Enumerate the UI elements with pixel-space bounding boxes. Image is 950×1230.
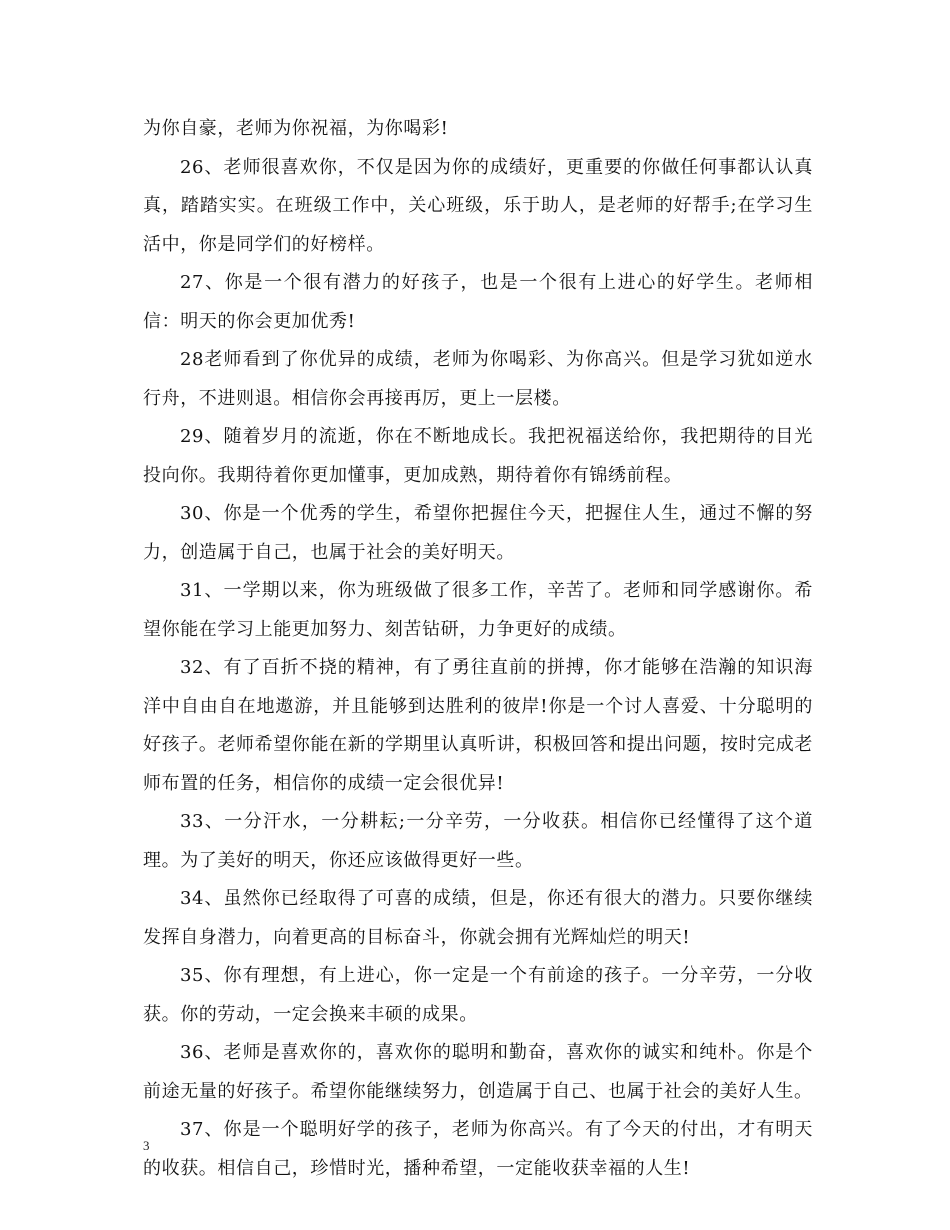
paragraph-continuation: 为你自豪，老师为你祝福，为你喝彩! <box>143 118 449 139</box>
paragraph-26: 26、老师很喜欢你，不仅是因为你的成绩好，更重要的你做任何事都认认真真，踏踏实实。在班级工作中，关心班级，乐于助人，是老师的好帮手;在学习生活中，你是同学们的好榜样。 <box>143 156 813 255</box>
document-body <box>143 110 813 1188</box>
paragraph-37: 37、你是一个聪明好学的孩子，老师为你高兴。有了今天的付出，才有明天的收获。相信自己，珍惜时光，播种希望，一定能收获幸福的人生! <box>143 1119 813 1179</box>
paragraph-27: 27、你是一个很有潜力的好孩子，也是一个很有上进心的好学生。老师相信：明天的你会更加优秀! <box>143 272 813 332</box>
paragraph-31: 31、一学期以来，你为班级做了很多工作，辛苦了。老师和同学感谢你。希望你能在学习上能更加努力、刻苦钻研，力争更好的成绩。 <box>143 580 813 640</box>
paragraph-32: 32、有了百折不挠的精神，有了勇往直前的拼搏，你才能够在浩瀚的知识海洋中自由自在地遨游，并且能够到达胜利的彼岸!你是一个讨人喜爱、十分聪明的好孩子。老师希望你能在新的学期里认真听讲，积极回答和提出问题，按时完成老师布置的任务，相信你的成绩一定会很优异! <box>143 657 813 794</box>
paragraph-30: 30、你是一个优秀的学生，希望你把握住今天，把握住人生，通过不懈的努力，创造属于自己，也属于社会的美好明天。 <box>143 503 813 563</box>
page-number: 3 <box>143 1138 150 1153</box>
paragraph-29: 29、随着岁月的流逝，你在不断地成长。我把祝福送给你，我把期待的目光投向你。我期待着你更加懂事，更加成熟，期待着你有锦绣前程。 <box>143 426 813 486</box>
paragraph-36: 36、老师是喜欢你的，喜欢你的聪明和勤奋，喜欢你的诚实和纯朴。你是个前途无量的好孩子。希望你能继续努力，创造属于自己、也属于社会的美好人生。 <box>143 1042 813 1102</box>
paragraph-34: 34、虽然你已经取得了可喜的成绩，但是，你还有很大的潜力。只要你继续发挥自身潜力，向着更高的目标奋斗，你就会拥有光辉灿烂的明天! <box>143 888 813 948</box>
paragraph-28: 28老师看到了你优异的成绩，老师为你喝彩、为你高兴。但是学习犹如逆水行舟，不进则退。相信你会再接再厉，更上一层楼。 <box>143 349 813 409</box>
paragraph-33: 33、一分汗水，一分耕耘;一分辛劳，一分收获。相信你已经懂得了这个道理。为了美好的明天，你还应该做得更好一些。 <box>143 811 813 871</box>
paragraph-35: 35、你有理想，有上进心，你一定是一个有前途的孩子。一分辛劳，一分收获。你的劳动，一定会换来丰硕的成果。 <box>143 965 813 1025</box>
